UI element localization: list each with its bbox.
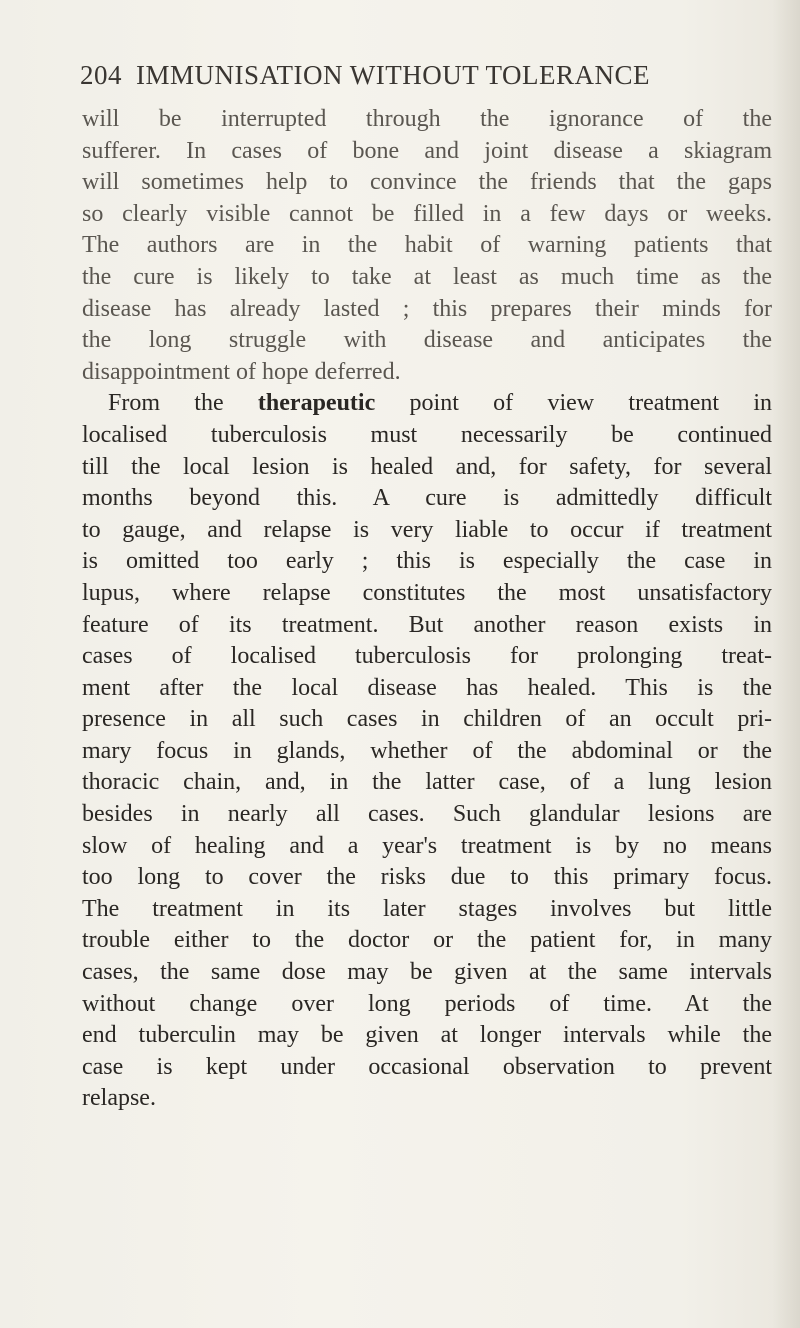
text-line: thoracic chain, and, in the latter case, of a lung lesion (82, 769, 772, 796)
text-line: trouble either to the doctor or the patient for, in many (82, 927, 772, 954)
text-line: to gauge, and relapse is very liable to occur if treatment (82, 516, 772, 543)
text-line: end tuberculin may be given at longer intervals while the (82, 1022, 772, 1049)
text-line: will be interrupted through the ignorance of the (82, 106, 772, 132)
text-fragment: point of view treatment in (409, 390, 772, 417)
text-line: sufferer. In cases of bone and joint disease a skiagram (82, 137, 772, 164)
text-line: The authors are in the habit of warning patients that (82, 232, 772, 259)
running-head (80, 60, 780, 100)
text-line: disease has already lasted ; this prepares their minds for (82, 295, 772, 322)
text-line: the long struggle with disease and anticipates the (82, 327, 772, 354)
running-title: IMMUNISATION WITHOUT TOLERANCE (136, 60, 650, 90)
page-number: 204 (80, 60, 122, 90)
text-fragment: From the (108, 390, 224, 417)
text-line: The treatment in its later stages involves but little (82, 895, 772, 922)
paragraph-start-line (82, 388, 772, 420)
text-line: presence in all such cases in children of an occult pri- (82, 706, 772, 733)
text-line: months beyond this. A cure is admittedly difficult (82, 485, 772, 512)
text-line: cases of localised tuberculosis for prolonging treat- (82, 643, 772, 670)
text-line: besides in nearly all cases. Such glandular lesions are (82, 801, 772, 828)
text-line: cases, the same dose may be given at the same intervals (82, 959, 772, 986)
text-line: without change over long periods of time. At the (82, 990, 772, 1017)
text-line: mary focus in glands, whether of the abdominal or the (82, 737, 772, 764)
text-line: is omitted too early ; this is especially the case in (82, 548, 772, 575)
text-line: case is kept under occasional observation to prevent (82, 1053, 772, 1080)
text-line: ment after the local disease has healed. This is the (82, 674, 772, 701)
text-line: till the local lesion is healed and, for safety, for several (82, 453, 772, 480)
text-line: too long to cover the risks due to this primary focus. (82, 864, 772, 891)
paragraph-end-line: relapse. (82, 1085, 156, 1112)
text-line: feature of its treatment. But another reason exists in (82, 611, 772, 638)
text-line: so clearly visible cannot be filled in a few days or weeks. (82, 200, 772, 227)
page-edge-shadow (772, 0, 800, 1328)
text-line: slow of healing and a year's treatment is by no means (82, 832, 772, 859)
emphasis-therapeutic: therapeutic (257, 390, 376, 417)
paragraph-end-line: disappointment of hope deferred. (82, 358, 401, 385)
text-line: will sometimes help to convince the friends that the gaps (82, 169, 772, 196)
text-line: the cure is likely to take at least as much time as the (82, 263, 772, 290)
text-line: lupus, where relapse constitutes the most unsatisfactory (82, 579, 772, 606)
text-line: localised tuberculosis must necessarily be continued (82, 421, 772, 448)
body-text (82, 104, 772, 1115)
